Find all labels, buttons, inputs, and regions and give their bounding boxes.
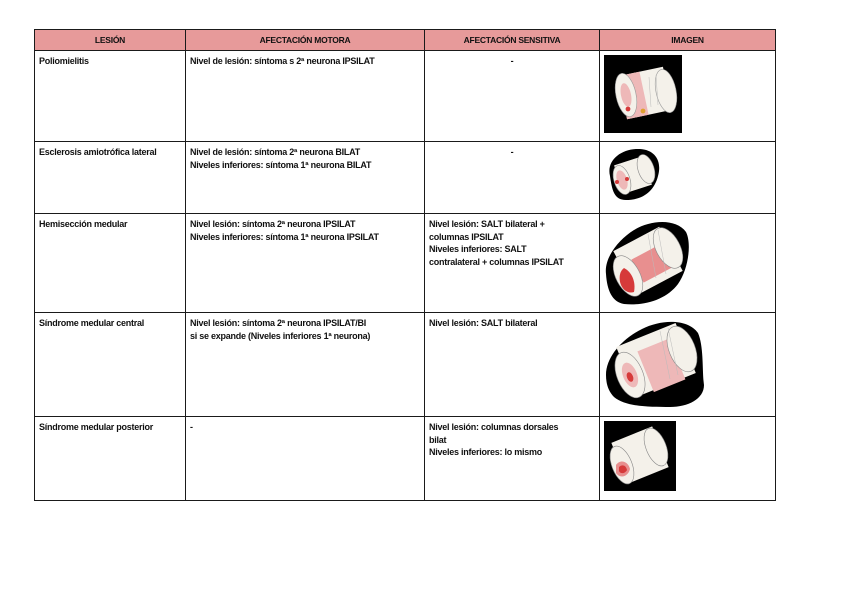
spinal-cord-section-icon [604, 55, 682, 133]
lesion-name: Síndrome medular posterior [39, 422, 154, 432]
motora-line: Niveles inferiores: síntoma 1ª neurona BILAT [190, 159, 372, 170]
sensitiva-cell [425, 417, 600, 501]
motora-cell [186, 313, 425, 417]
sensitiva-cell [425, 214, 600, 313]
lesion-cell [35, 51, 186, 142]
sensitiva-line: Niveles inferiores: SALT [429, 244, 527, 254]
header-lesion: LESIÓN [35, 30, 186, 51]
image-cell [600, 142, 776, 214]
lesion-name: Esclerosis amiotrófica lateral [39, 147, 157, 157]
spinal-cord-section-icon [604, 218, 690, 306]
spinal-cord-section-icon [604, 421, 676, 491]
lesion-name: Hemisección medular [39, 219, 128, 229]
table-row [35, 417, 776, 501]
sensitiva-line: Nivel lesión: columnas dorsales [429, 422, 559, 432]
motora-cell [186, 214, 425, 313]
lesion-cell [35, 417, 186, 501]
motora-line: Niveles inferiores: síntoma 1ª neurona IPSILAT [190, 231, 379, 242]
header-afectacion-motora: AFECTACIÓN MOTORA [186, 30, 425, 51]
lesions-table [34, 29, 776, 501]
lesion-name: Síndrome medular central [39, 318, 145, 328]
sensitiva-line: columnas IPSILAT [429, 231, 504, 242]
motora-cell [186, 417, 425, 501]
image-cell [600, 417, 776, 501]
motora-line: Nivel de lesión: síntoma 2ª neurona BILAT [190, 147, 360, 157]
spinal-cord-section-icon [604, 317, 706, 409]
table-row [35, 51, 776, 142]
sensitiva-cell [425, 51, 600, 142]
sensitiva-line: Nivel lesión: SALT bilateral [429, 318, 538, 328]
motora-cell [186, 51, 425, 142]
sensitiva-line: bilat [429, 434, 447, 445]
sensitiva-line: contralateral + columnas IPSILAT [429, 256, 564, 267]
lesion-cell [35, 214, 186, 313]
motora-line: Nivel lesión: síntoma 2ª neurona IPSILAT/BI [190, 318, 366, 328]
sensitiva-cell [425, 313, 600, 417]
sensitiva-line: Niveles inferiores: lo mismo [429, 447, 543, 457]
lesion-cell [35, 142, 186, 214]
image-cell [600, 214, 776, 313]
sensitiva-line: Nivel lesión: SALT bilateral + [429, 219, 545, 229]
motora-cell [186, 142, 425, 214]
motora-line: Nivel de lesión: síntoma s 2ª neurona IPSILAT [190, 56, 375, 66]
lesion-name: Poliomielitis [39, 56, 89, 66]
image-cell [600, 313, 776, 417]
table-row [35, 214, 776, 313]
spinal-cord-section-icon [604, 146, 662, 202]
sensitiva-line: - [510, 56, 514, 66]
sensitiva-cell [425, 142, 600, 214]
header-row [35, 30, 776, 51]
motora-line: - [190, 422, 193, 432]
header-imagen: IMAGEN [600, 30, 776, 51]
motora-line: si se expande (Niveles inferiores 1ª neurona) [190, 330, 371, 341]
lesion-cell [35, 313, 186, 417]
table-row [35, 313, 776, 417]
image-cell [600, 51, 776, 142]
motora-line: Nivel lesión: síntoma 2ª neurona IPSILAT [190, 219, 356, 229]
sensitiva-line: - [510, 147, 514, 157]
table-row [35, 142, 776, 214]
header-afectacion-sensitiva: AFECTACIÓN SENSITIVA [425, 30, 600, 51]
